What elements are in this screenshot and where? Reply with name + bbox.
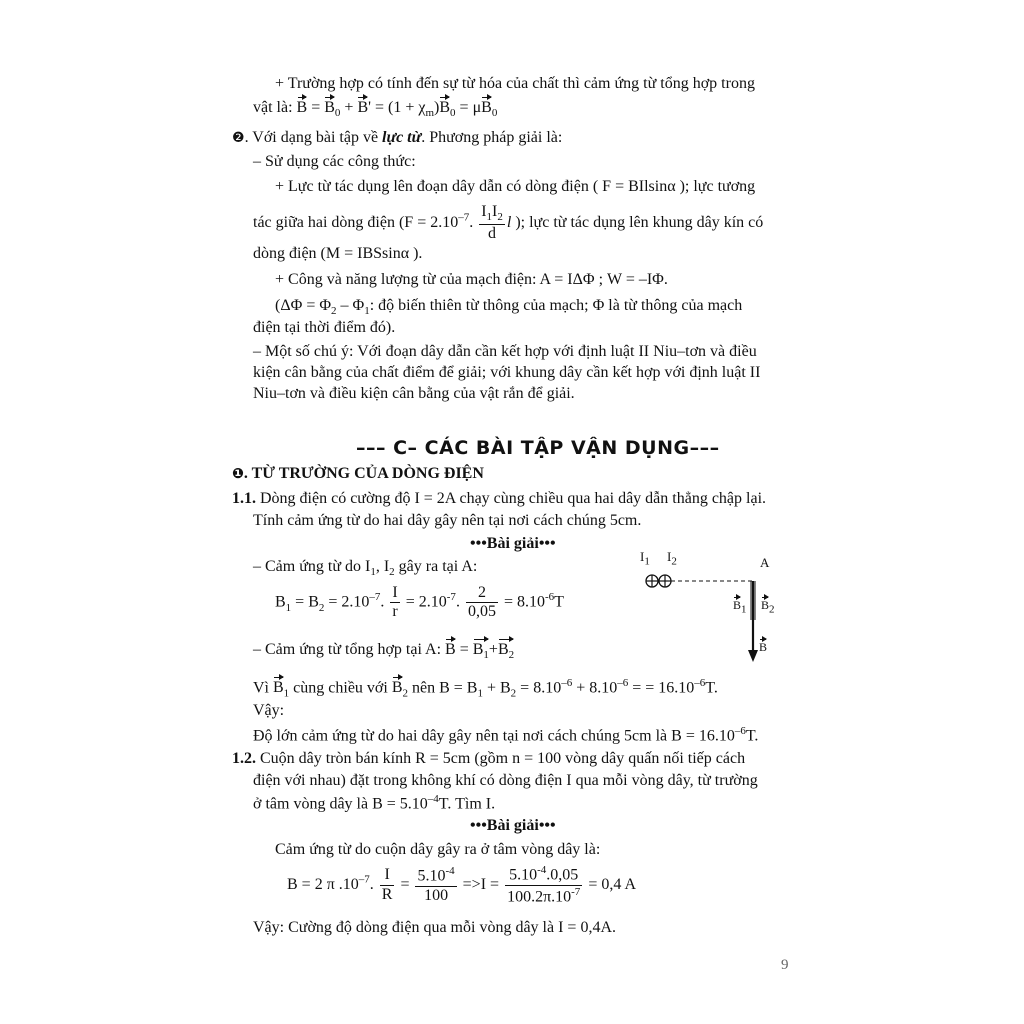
text-line: Vậy: Cường độ dòng điện qua mỗi vòng dây là I = 0,4A. bbox=[253, 919, 616, 936]
text-line: Độ lớn cảm ứng từ do hai dây gây nên tại nơi cách chúng 5cm là $B = 16.10^{-6}T$. bbox=[253, 725, 759, 745]
problem-statement: ở tâm vòng dây là $B = 5.10^{-4}T$. Tìm I. bbox=[253, 793, 496, 813]
solution-header: •••Bài giải••• bbox=[470, 535, 556, 552]
text-line: ❷. Với dạng bài tập về lực từ. Phương pháp giải là: bbox=[232, 129, 563, 146]
text-line: – Cảm ứng từ tổng hợp tại A: $B = B_1+B_2$ bbox=[253, 641, 515, 662]
text-line: – Sử dụng các công thức: bbox=[253, 153, 416, 170]
text-line: – Cảm ứng từ do $I_1$, $I_2$ gây ra tại A: bbox=[253, 558, 478, 579]
text-line: Vậy: bbox=[253, 702, 285, 719]
text-line: dòng điện (M = IBSsinα ). bbox=[253, 245, 423, 262]
problem-statement: Tính cảm ứng từ do hai dây gây nên tại nơi cách chúng 5cm. bbox=[253, 512, 642, 529]
text-line: + Công và năng lượng từ của mạch điện: A = IΔΦ ; W = –IΦ. bbox=[275, 271, 668, 288]
current-i1-icon bbox=[646, 575, 658, 587]
problem-statement: 1.2. Cuộn dây tròn bán kính R = 5cm (gồm n = 100 vòng dây quấn nối tiếp cách bbox=[232, 750, 746, 767]
problem-statement: điện với nhau) đặt trong không khí có dòng điện I qua mỗi vòng dây, từ trường bbox=[253, 772, 758, 789]
subsection-title: ❶. TỪ TRƯỜNG CỦA DÒNG ĐIỆN bbox=[232, 465, 484, 482]
number-1-icon: ❶ bbox=[232, 466, 244, 482]
current-i2-icon bbox=[659, 575, 671, 587]
section-title: ––– C– CÁC BÀI TẬP VẬN DỤNG––– bbox=[356, 437, 720, 459]
text-line: vật là: $B = B_0 + B' = (1 + \chi_m)B_0 = \mu B_0$ bbox=[253, 99, 498, 120]
text-line: tác giữa hai dòng điện ($F = 2.10^{-7}$. $\frac{I_1I_2}{d}$ l ); lực từ tác dụng lên khung dây kín có bbox=[253, 203, 764, 242]
number-2-icon: ❷ bbox=[232, 130, 245, 146]
text-line: kiện cân bằng của chất điểm để giải; với khung dây cần kết hợp với định luật II bbox=[253, 364, 761, 381]
text-line: + Trường hợp có tính đến sự từ hóa của chất thì cảm ứng từ tổng hợp trong bbox=[275, 75, 755, 92]
text-line: + Lực từ tác dụng lên đoạn dây dẫn có dòng điện ( F = BIlsinα ); lực tương bbox=[275, 178, 756, 195]
formula: B = 2 π $.10^{-7}$. $\frac{I}{R}$ = $\frac{5.10^{-4}}{100}$ =>I = $\frac{5.10^{-4}.0,05}{100.2\pi.10^{-7}}$ = 0,4 A bbox=[287, 864, 637, 906]
text-line: Vì $B_1$ cùng chiều với $B_2$ nên $B = B_1 + B_2 = 8.10^{-6} + 8.10^{-6}$ = = $16.10^{-6}T$. bbox=[253, 677, 718, 700]
text-line: điện tại thời điểm đó). bbox=[253, 319, 396, 336]
formula: $B_1 = B_2 = 2.10^{-7}$. $\frac{I}{r}$ = $2.10^{-7}$. $\frac{2}{0,05}$ = $8.10^{-6}T$ bbox=[275, 584, 564, 621]
text-line: Cảm ứng từ do cuộn dây gây ra ở tâm vòng dây là: bbox=[275, 841, 601, 858]
page-number: 9 bbox=[781, 957, 789, 973]
problem-statement: 1.1. Dòng điện có cường độ I = 2A chạy cùng chiều qua hai dây dẫn thẳng chập lại. bbox=[232, 490, 767, 507]
label-i1: $I_1$ bbox=[640, 549, 650, 568]
label-point-a: A bbox=[760, 555, 770, 570]
field-diagram bbox=[640, 570, 790, 665]
text-line: Niu–tơn và điều kiện cân bằng của vật rắn để giải. bbox=[253, 385, 575, 402]
solution-header: •••Bài giải••• bbox=[470, 817, 556, 834]
label-b1: $B_1$ bbox=[733, 598, 747, 616]
text-line: – Một số chú ý: Với đoạn dây dẫn cần kết hợp với định luật II Niu–tơn và điều bbox=[253, 343, 757, 360]
label-b2: $B_2$ bbox=[761, 598, 775, 616]
label-b: B bbox=[759, 640, 768, 654]
text-line: ($\Delta\Phi = \Phi_2 - \Phi_1$: độ biến thiên từ thông của mạch; Φ là từ thông của mạch bbox=[275, 297, 743, 318]
label-i2: $I_2$ bbox=[667, 549, 677, 568]
